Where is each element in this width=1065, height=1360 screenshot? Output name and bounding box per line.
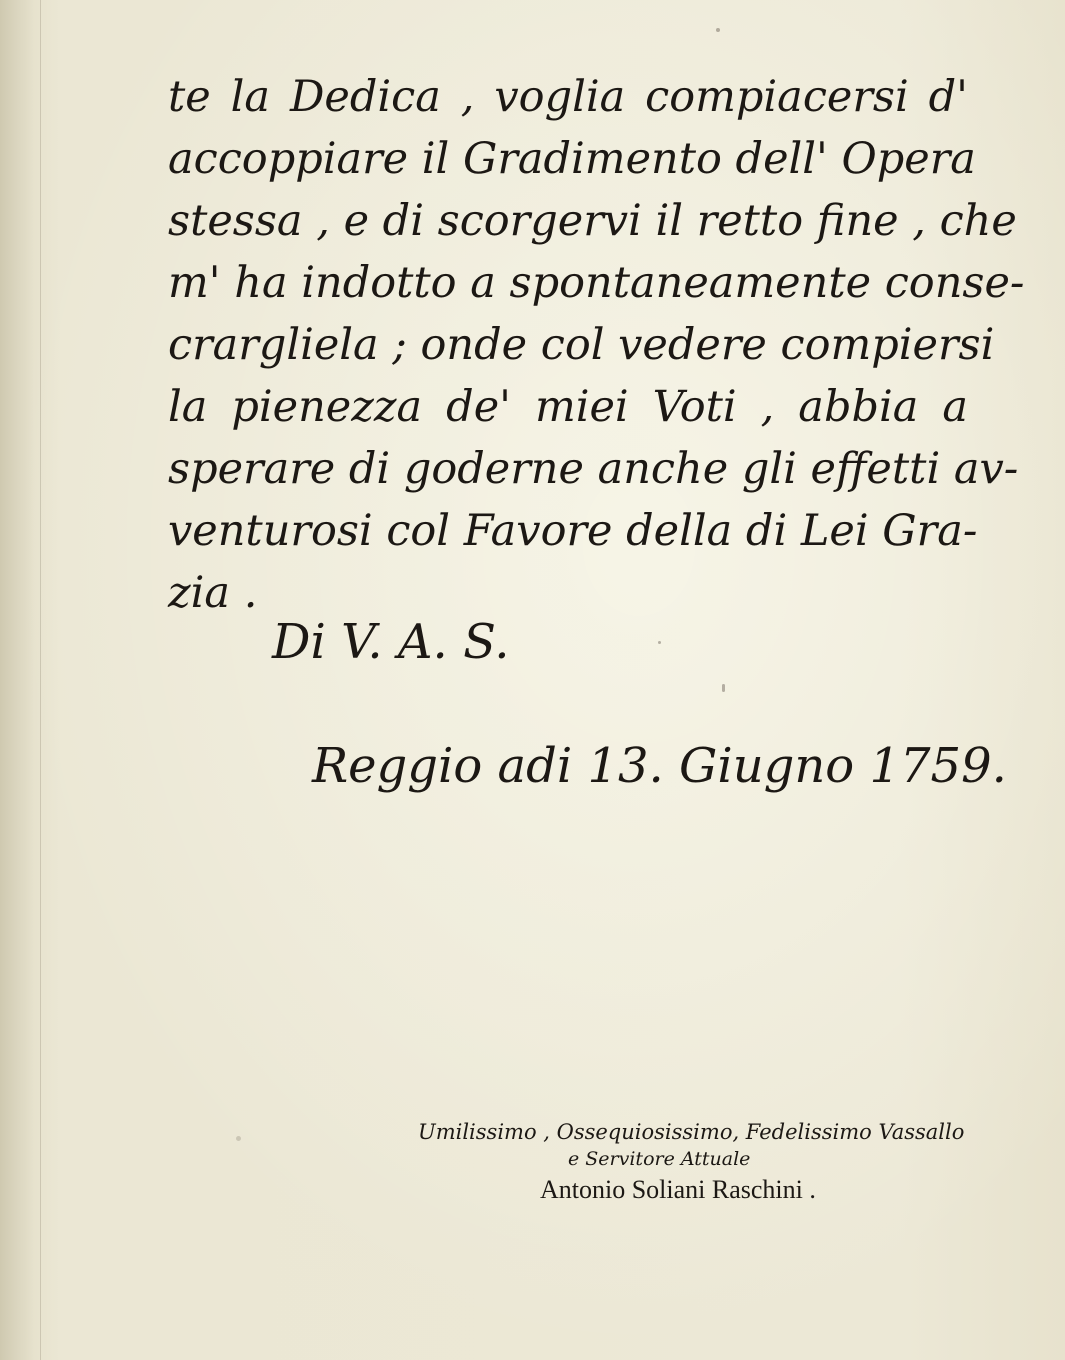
- body-line: crargliela ; onde col vedere compiersi: [168, 320, 995, 370]
- body-line: sperare di goderne anche gli effetti av-: [168, 444, 1019, 494]
- paper-speck: [658, 641, 661, 644]
- signature-role: e Servitore Attuale: [568, 1148, 751, 1170]
- body-line: la pienezza de' miei Voti , abbia a: [168, 382, 968, 432]
- body-line: zia .: [168, 568, 258, 618]
- dedication-body: [168, 66, 1025, 624]
- paper-speck: [716, 28, 720, 32]
- body-line: te la Dedica , voglia compiacersi d': [168, 72, 968, 122]
- page-gutter: [0, 0, 34, 1360]
- paper-speck: [236, 1136, 241, 1141]
- signature-titles: Umilissimo , Ossequiosissimo, Fedelissimo Vassallo: [418, 1120, 965, 1144]
- body-line: venturosi col Favore della di Lei Gra-: [168, 506, 978, 556]
- signature-name: Antonio Soliani Raschini .: [540, 1175, 816, 1204]
- dateline: Reggio adi 13. Giugno 1759.: [312, 738, 1007, 794]
- body-line: accoppiare il Gradimento dell' Opera: [168, 134, 976, 184]
- body-line: m' ha indotto a spontaneamente conse-: [168, 258, 1025, 308]
- salutation: Di V. A. S.: [272, 614, 510, 670]
- gutter-fold-line: [40, 0, 41, 1360]
- body-line: stessa , e di scorgervi il retto fine , che: [168, 196, 1017, 246]
- paper-speck: [722, 684, 725, 692]
